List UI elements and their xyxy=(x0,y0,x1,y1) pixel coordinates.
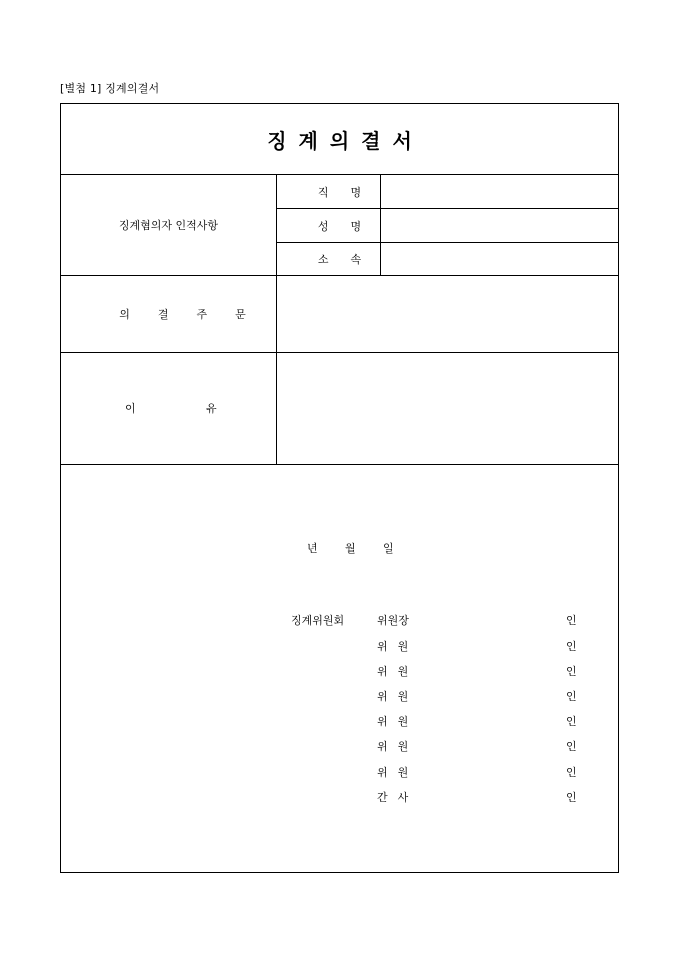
field-value-name[interactable] xyxy=(381,209,618,242)
seal-mark: 인 xyxy=(566,665,577,678)
field-value-position[interactable] xyxy=(381,175,618,208)
seal-mark: 인 xyxy=(566,690,577,703)
seal-mark: 인 xyxy=(566,791,577,804)
field-label-position: 직명 xyxy=(317,185,384,199)
date-day: 일 xyxy=(383,542,394,555)
signatory-role: 위원 xyxy=(377,640,419,653)
date-month: 월 xyxy=(345,542,356,555)
signatory-row xyxy=(61,612,618,626)
date-year: 년 xyxy=(307,542,318,555)
reason-label xyxy=(61,352,276,464)
signatory-row xyxy=(61,713,618,727)
disciplinary-resolution-form xyxy=(60,103,619,873)
person-info-label: 징계혐의자 인적사항 xyxy=(118,219,219,232)
signatory-role: 위원 xyxy=(377,715,419,728)
resolution-value[interactable] xyxy=(277,276,618,352)
form-title: 징계의결서 xyxy=(267,128,424,153)
resolution-date xyxy=(307,540,394,556)
seal-mark: 인 xyxy=(566,740,577,753)
signatory-role: 간사 xyxy=(377,791,419,804)
seal-mark: 인 xyxy=(566,614,577,627)
reason-value[interactable] xyxy=(277,353,618,464)
signatory-role: 위원 xyxy=(377,690,419,703)
signatory-row xyxy=(61,738,618,752)
signatory-role: 위원 xyxy=(377,740,419,753)
reason-label-right: 유 xyxy=(206,402,217,415)
committee-name: 징계위원회 xyxy=(291,614,345,627)
signatory-role: 위원 xyxy=(377,665,419,678)
attachment-label: [별첨 1] 징계의결서 xyxy=(60,82,160,95)
signatory-row xyxy=(61,638,618,652)
seal-mark: 인 xyxy=(566,640,577,653)
signatory-row xyxy=(61,764,618,778)
seal-mark: 인 xyxy=(566,715,577,728)
signatory-role: 위원장 xyxy=(377,614,409,627)
resolution-label: 의결주문 xyxy=(119,308,274,321)
signatory-row xyxy=(61,789,618,803)
signatory-row xyxy=(61,688,618,702)
signatory-role: 위원 xyxy=(377,766,419,779)
divider-reason xyxy=(61,464,618,465)
field-label-affiliation: 소속 xyxy=(317,253,384,266)
field-value-affiliation[interactable] xyxy=(381,243,618,275)
field-label-name: 성명 xyxy=(317,219,384,233)
seal-mark: 인 xyxy=(566,766,577,779)
reason-label-left: 이 xyxy=(125,402,136,415)
signatory-row xyxy=(61,663,618,677)
